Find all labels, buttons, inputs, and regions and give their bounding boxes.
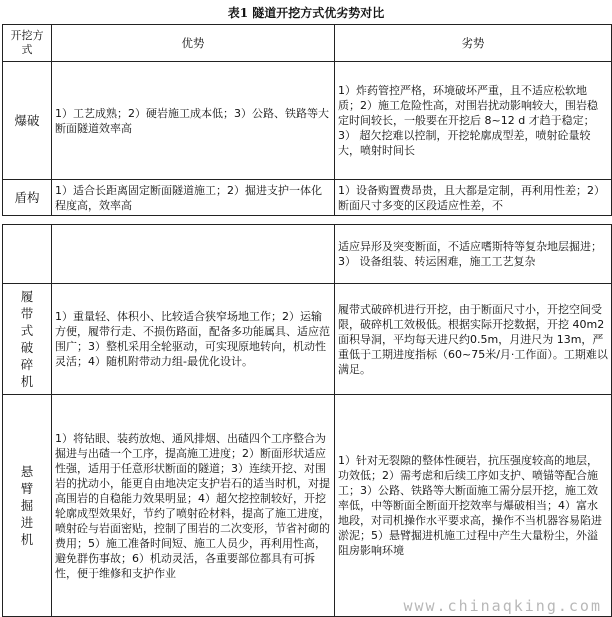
row-pros: 1）适合长距离固定断面隧道施工；2）掘进支护一体化程度高，效率高 xyxy=(52,180,335,216)
row-pros: 1）将钻眼、装药放炮、通风排烟、出碴四个工序整合为掘进与出碴一个工序，提高施工进度；2）断面形状适应性强，适用于任意形状断面的隧道；3）连续开挖、对围岩的扰动小，能更自由地决定支护岩石的适当时机，对提高围岩的自稳能力效果明显；4）超欠挖控制较好，开挖轮廓成型效果好，节约了喷射砼材料，提高了施工进度，喷射砼与岩面密贴，控制了围岩的二次变形，节省衬砌的费用；5）施工准备时间短、施工人员少，再利用性高，避免群伤事故；6）机动灵活，各重要部位都具有可拆性，便于维修和支护作业 xyxy=(52,395,335,617)
row-method: 履带式破碎机 xyxy=(3,284,52,395)
row-method: 爆破 xyxy=(3,62,52,180)
row-cons: 1）针对无裂隙的整体性硬岩，抗压强度较高的地层，功效低；2）需考虑和后续工序如支护、喷锚等配合施工；3）公路、铁路等大断面施工需分层开挖，施工效率低，中等断面全断面开挖效率与爆破相当；4）富水地段，对司机操作水平要求高，操作不当机器容易陷进淤泥；5）悬臂掘进机施工过程中产生大量粉尘，外溢阻房影响环境 xyxy=(335,395,612,617)
row-method xyxy=(3,225,52,284)
row-cons: 1）炸药管控严格，环境破坏严重，且不适应松软地质；2）施工危险性高，对围岩扰动影响较大，围岩稳定时间较长，一般要在开挖后 8~12 d 才趋于稳定；3） 超欠挖难以控制，开挖轮廓成型差，喷射砼量较大，喷射时间长 xyxy=(335,62,612,180)
table-row xyxy=(3,395,612,617)
table-row xyxy=(3,180,612,216)
row-cons: 1）设备购置费昂贵，且大都是定制，再利用性差；2）断面尺寸多变的区段适应性差，不 xyxy=(335,180,612,216)
header-pros: 优势 xyxy=(52,25,335,62)
row-pros: 1）重量轻、体积小、比较适合狭窄场地工作；2）运输方便，履带行走、不损伤路面，配备多功能属具、适应范围广；3）整机采用全轮驱动，可实现原地转向，机动性灵活；4）随机附带动力组-最优化设计。 xyxy=(52,284,335,395)
row-pros xyxy=(52,225,335,284)
table-row xyxy=(3,62,612,180)
header-method: 开挖方式 xyxy=(3,25,52,62)
row-cons: 适应异形及突变断面，不适应嗜斯特等复杂地层掘进；3） 设备组装、转运困难，施工工艺复杂 xyxy=(335,225,612,284)
comparison-table-part-1 xyxy=(2,24,612,216)
row-cons: 履带式破碎机进行开挖，由于断面尺寸小，开挖空间受限，破碎机工效极低。根据实际开挖数据，开挖 40m2 面积导洞，平均每天进尺约0.5m，月进尺为 13m，严重低于工期进度指标（60~75米/月·工作面）。工期难以满足。 xyxy=(335,284,612,395)
watermark: www.chinaqking.com xyxy=(403,597,602,615)
row-pros: 1）工艺成熟；2）硬岩施工成本低；3）公路、铁路等大断面隧道效率高 xyxy=(52,62,335,180)
table-row xyxy=(3,284,612,395)
header-cons: 劣势 xyxy=(335,25,612,62)
table-row xyxy=(3,225,612,284)
table-title: 表1 隧道开挖方式优劣势对比 xyxy=(227,6,385,20)
table-header-row xyxy=(3,25,612,62)
row-method: 悬臂掘进机 xyxy=(3,395,52,617)
row-method: 盾构 xyxy=(3,180,52,216)
comparison-table-part-2 xyxy=(2,224,612,617)
